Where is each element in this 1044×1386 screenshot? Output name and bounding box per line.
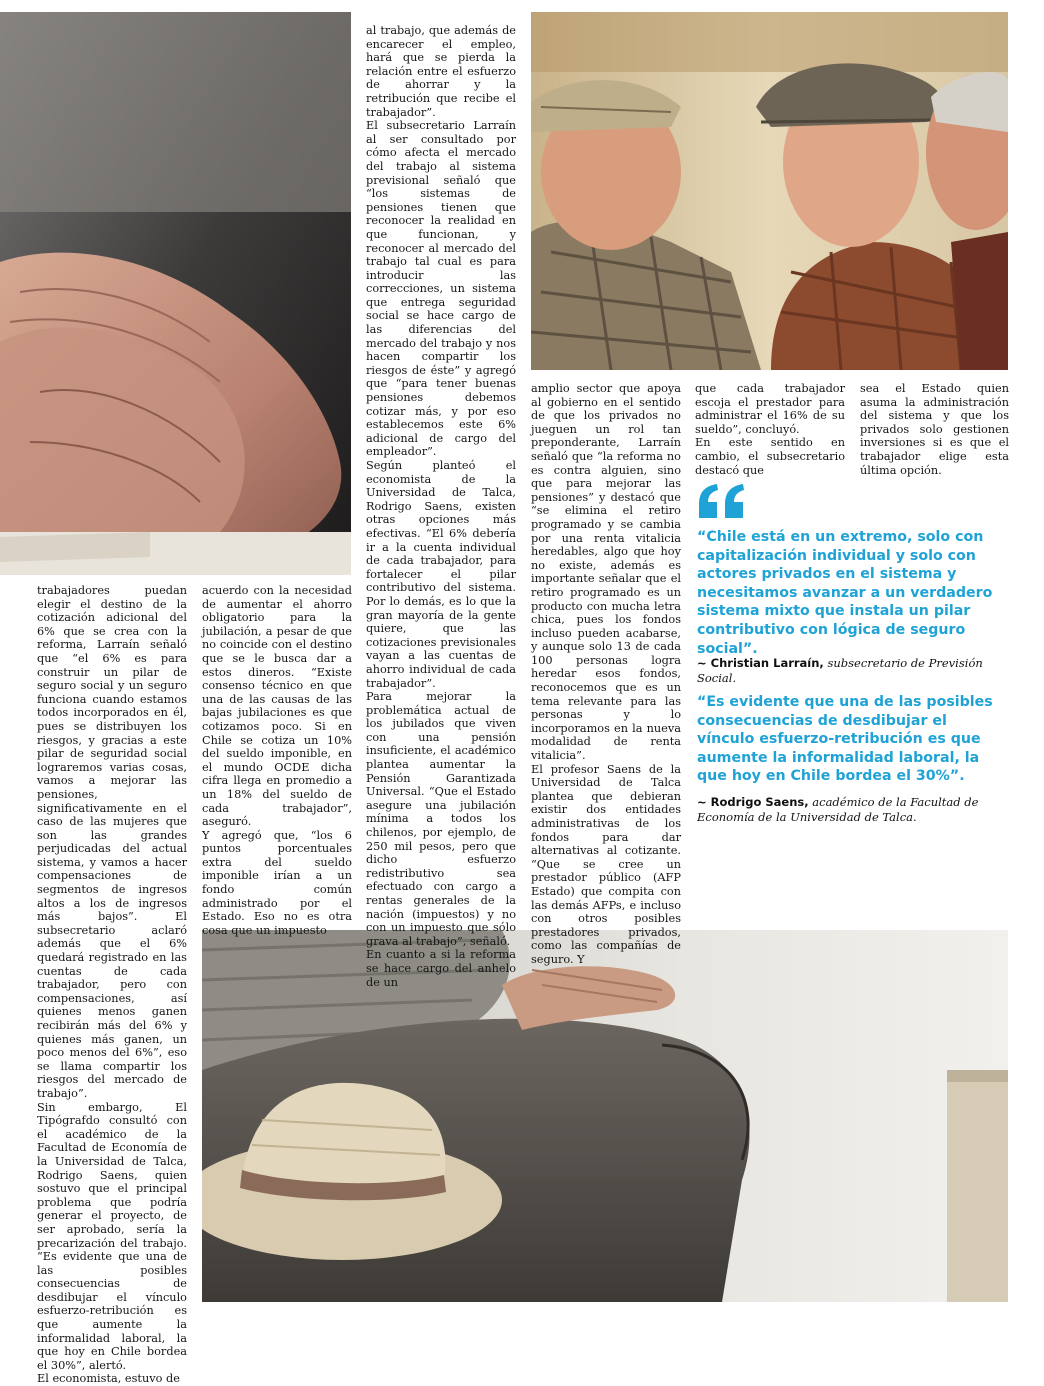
article-column-3 [366,24,516,989]
article-column-4 [531,382,681,967]
pull-quote-larrain [697,528,997,658]
paragraph: trabajadores puedan elegir el destino de la cotización adicional del 6% que se crea con la reforma, Larraín señaló que “el 6% es para construir un pilar de seguro social y un seguro funciona cuando estamos todos incorporados en él, pues se distribuyen los riesgos, y gracias a este pilar de seguridad social lograremos varias cosas, vamos a mejorar las pensiones, significativamente en el caso de las mujeres que son las grandes perjudicadas del actual sistema, y vamos a hacer compensaciones de segmentos de ingresos altos a los de ingresos más bajos”. El subsecretario aclaró además que el 6% quedará registrado en las cuentas de cada trabajador, pero con compensaciones, así quienes menos ganen recibirán más del 6% y quienes más ganen, un poco menos del 6%”, eso se llama compartir los riesgos del mercado de trabajo”. [37,584,187,1100]
paragraph: acuerdo con la necesidad de aumentar el ahorro obligatorio para la jubilación, a pesar de que no coincide con el destino que se le busca dar a estos dineros. “Existe consenso técnico en que una de las causas de las bajas jubilaciones es que cotizamos poco. Si en Chile se cotiza un 10% del sueldo imponible, en el mundo OCDE dicha cifra llega en promedio a un 18% del sueldo de cada trabajador”, aseguró. [202,584,352,829]
article-column-1 [37,584,187,1386]
elderly-hands-illustration [0,12,351,575]
elderly-hands-photo [0,12,351,575]
attribution-name: ~ Rodrigo Saens, [697,795,809,809]
quote-mark-icon [697,484,747,520]
paragraph: al trabajo, que además de encarecer el empleo, hará que se pierda la relación entre el esfuerzo de ahorrar y la retribución que recibe el trabajador”. [366,24,516,119]
paragraph: amplio sector que apoya al gobierno en el sentido de que los privados no jueguen un rol tan preponderante, Larraín señaló que “la reforma no es contra alguien, sino que para mejorar las pensiones” y destacó que “se elimina el retiro programado y se cambia por una renta vitalicia heredables, algo que hoy no existe, además es importante señalar que el retiro programado es un producto con mucha letra chica, pues los fondos incluso pueden acabarse, y aunque solo 13 de cada 100 personas logra heredar esos fondos, reconocemos que es un tema relevante para las personas y lo incorporamos en la nueva modalidad de renta vitalicia”. [531,382,681,763]
pull-quote-text: “Es evidente que una de las posibles consecuencias de desdibujar el vínculo esfuerzo-retribución es que aumente la informalidad laboral, la que hoy en Chile bordea el 30%”. [697,694,993,785]
hand-on-knee-hat-photo [202,930,1008,1302]
hand-knee-illustration [202,930,1008,1302]
paragraph: que cada trabajador escoja el prestador para administrar el 16% de su sueldo”, concluyó. [695,382,845,436]
paragraph: sea el Estado quien asuma la administración del sistema y que los privados solo gestionen inversiones si es que el trabajador elige esta última opción. [860,382,1009,477]
elderly-men-caps-photo [531,12,1008,370]
paragraph: Según planteó el economista de la Universidad de Talca, Rodrigo Saens, existen otras opciones más efectivas. “El 6% debería ir a la cuenta individual de cada trabajador, para fortalecer el pilar contributivo del sistema. Por lo demás, es lo que la gran mayoría de la gente quiere, que las cotizaciones previsionales vayan a las cuentas de ahorro individual de cada trabajador”. [366,459,516,690]
paragraph: Para mejorar la problemática actual de los jubilados que viven con una pensión insuficiente, el académico plantea aumentar la Pensión Garantizada Universal. “Que el Estado asegure una jubilación mínima a todos los chilenos, por ejemplo, de 250 mil pesos, pero que dicho esfuerzo redistributivo sea efectuado con cargo a rentas generales de la nación (impuestos) y no con un impuesto que sólo grava al trabajo”, señaló. [366,690,516,948]
paragraph: El subsecretario Larraín al ser consultado por cómo afecta el mercado del trabajo al sistema previsional señaló que “los sistemas de pensiones tienen que reconocer la realidad en que funcionan, y reconocer al mercado del trabajo tal cual es para introducir las correcciones, un sistema que entrega seguridad social se hace cargo de las diferencias del mercado del trabajo y nos hacen compartir los riesgos de éste” y agregó que “para tener buenas pensiones debemos cotizar más, y por eso establecemos este 6% adicional de cargo del empleador”. [366,119,516,459]
paragraph: En cuanto a si la reforma se hace cargo del anhelo de un [366,948,516,989]
paragraph: Sin embargo, El Tipógrafdo consultó con el académico de la Facultad de Economía de la Universidad de Talca, Rodrigo Saens, quien sostuvo que el principal problema que podría generar el proyecto, de ser aprobado, sería la precarización del trabajo. “Es evidente que una de las posibles consecuencias de desdibujar el vínculo esfuerzo-retribución es que aumente la informalidad laboral, la que hoy en Chile bordea el 30%”, alertó. [37,1100,187,1372]
pull-quote-text: “Chile está en un extremo, solo con capitalización individual y solo con actores privados en el sistema y necesitamos avanzar a un verdadero sistema mixto que instala un pilar contributivo con lógica de seguro social”. [697,529,993,657]
quote-attribution-saens [697,795,997,825]
article-column-6 [860,382,1009,477]
attribution-role: subsecretario de Previsión Social. [697,656,983,685]
article-column-2 [202,584,352,937]
elderly-men-illustration [531,12,1008,370]
paragraph: Y agregó que, “los 6 puntos porcentuales extra del sueldo imponible irían a un fondo común administrado por el Estado. Eso no es otra cosa que un impuesto [202,828,352,937]
paragraph: El profesor Saens de la Universidad de Talca plantea que debieran existir dos entidades administrativas de los fondos para dar alternativas al cotizante. “Que se cree un prestador público (AFP Estado) que compita con las demás AFPs, e incluso con otros posibles prestadores privados, como las compañías de seguro. Y [531,762,681,966]
attribution-role: académico de la Facultad de Economía de la Universidad de Talca. [697,795,979,824]
quote-attribution-larrain [697,656,997,686]
article-column-5 [695,382,845,477]
pull-quote-saens [697,693,997,786]
paragraph: El economista, estuvo de [37,1372,180,1386]
attribution-name: ~ Christian Larraín, [697,656,824,670]
paragraph: En este sentido en cambio, el subsecretario destacó que [695,436,845,477]
